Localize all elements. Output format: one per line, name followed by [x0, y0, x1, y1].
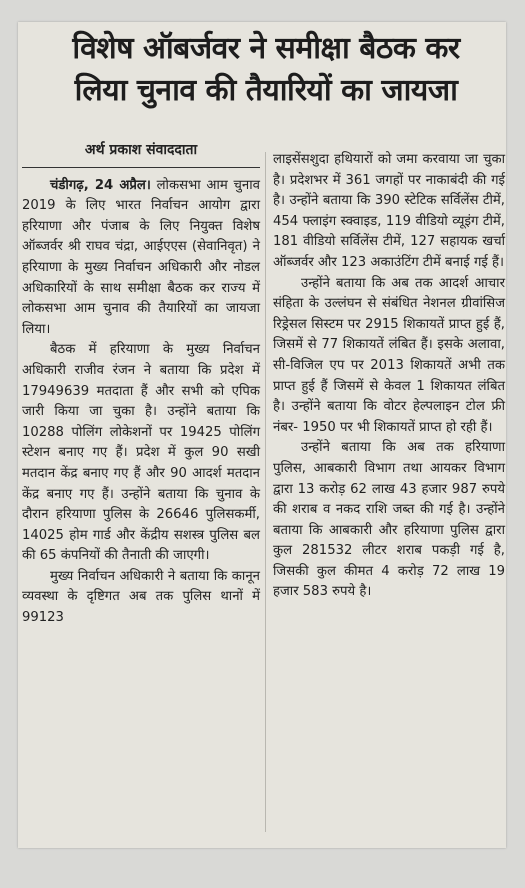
paragraph: मुख्य निर्वाचन अधिकारी ने बताया कि कानून व्यवस्था के दृष्टिगत अब तक पुलिस थानों में 99123 [22, 568, 260, 626]
column-divider [265, 152, 266, 832]
right-column [273, 150, 505, 603]
paragraph: लाइसेंसशुदा हथियारों को जमा करवाया जा चुका है। प्रदेशभर में 361 जगहों पर नाकाबंदी की गई है। उन्होंने बताया कि 390 स्टेटिक सर्विलेंस टीमें, 454 फ्लाइंग स्क्वाइड, 119 वीडियो व्यूइंग टीमें, 181 वीडियो सर्विलेंस टीमें, 127 सहायक खर्चा ऑब्जर्वर और 123 अकाउंटिंग टीमें बनाई गई हैं। [273, 152, 505, 270]
dateline: चंडीगढ़, 24 अप्रैल। [50, 177, 151, 193]
paragraph: बैठक में हरियाणा के मुख्य निर्वाचन अधिकारी राजीव रंजन ने बताया कि प्रदेश में 17949639 मतदाता हैं और सभी को एपिक जारी किया जा चुका है। उन्होंने बताया कि 10288 पोलिंग लोकेशनों पर 19425 पोलिंग स्टेशन बनाए गए हैं। प्रदेश में कुल 90 सखी मतदान केंद्र बनाए गए हैं और 90 आदर्श मतदान केंद्र बनाए गए हैं। उन्होंने बताया कि चुनाव के दौरान हरियाणा पुलिस के 26646 पुलिसकर्मी, 14025 होम गार्ड और केंद्रीय सशस्त्र पुलिस बल की 65 कंपनियों की तैनाती की जाएगी। [22, 342, 260, 564]
lead-paragraph [22, 176, 260, 341]
paragraph-text: लोकसभा आम चुनाव 2019 के लिए भारत निर्वाचन आयोग द्वारा हरियाणा और पंजाब के लिए नियुक्त विशेष ऑब्जर्वर श्री राघव चंद्रा, आईएएस (सेवानिवृत) ने हरियाणा के मुख्य निर्वाचन अधिकारी और नोडल अधिकारियों के साथ समीक्षा बैठक कर राज्य में लोकसभा आम चुनाव की तैयारियों का जायजा लिया। [22, 177, 260, 337]
paragraph: उन्होंने बताया कि अब तक आदर्श आचार संहिता के उल्लंघन से संबंधित नेशनल ग्रीवांसिज रिड्रेसल सिस्टम पर 2915 शिकायतें प्राप्त हुई हैं, जिसमें से 77 शिकायतें लंबित हैं। इसके अलावा, सी-विजिल एप पर 2013 शिकायतें अभी तक प्राप्त हुई हैं जिसमें से केवल 1 शिकायत लंबित है। उन्होंने बताया कि वोटर हेल्पलाइन टोल फ्री नंबर- 1950 पर भी शिकायतें प्राप्त हो रही हैं। [273, 275, 505, 435]
article-headline: विशेष ऑबर्जवर ने समीक्षा बैठक कर लिया चुनाव की तैयारियों का जायजा [72, 31, 460, 108]
newspaper-clipping [18, 22, 506, 848]
left-column [22, 140, 260, 629]
byline: अर्थ प्रकाश संवाददाता [22, 140, 260, 168]
paragraph: उन्होंने बताया कि अब तक हरियाणा पुलिस, आबकारी विभाग तथा आयकर विभाग द्वारा 13 करोड़ 62 लाख 43 हजार 987 रुपये की शराब व नकद राशि जब्त की गई है। उन्होंने बताया कि आबकारी और हरियाणा पुलिस द्वारा कुल 281532 लीटर शराब पकड़ी गई है, जिसकी कुल कीमत 4 करोड़ 72 लाख 19 हजार 583 रुपये है। [273, 440, 505, 600]
